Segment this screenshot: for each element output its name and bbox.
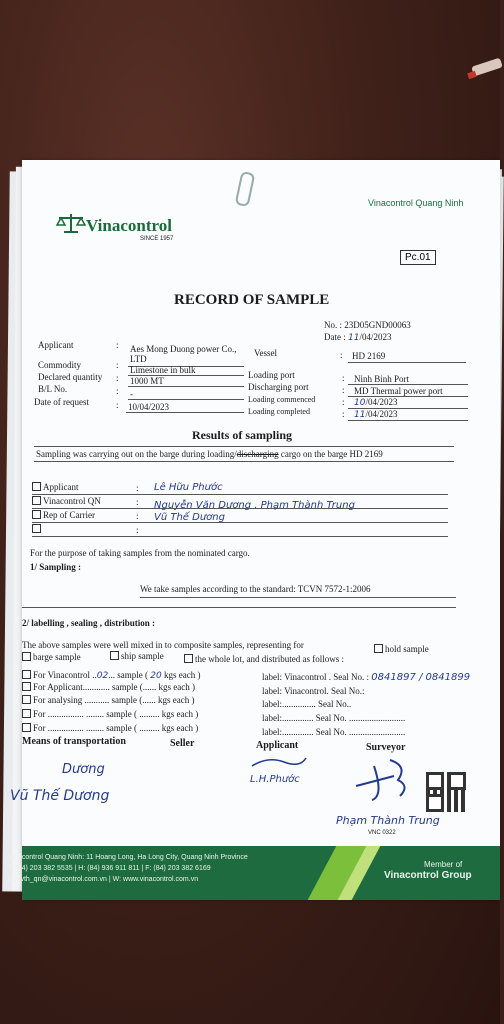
party-vinacontrol: Vinacontrol QN xyxy=(32,496,101,506)
applicant-label: Applicant xyxy=(38,340,74,350)
transport-label: Means of transportation xyxy=(22,736,126,747)
date-label: Date : xyxy=(324,332,346,342)
qr-code xyxy=(426,772,466,812)
distribution-row: For ................ ........ sample ( ......... kgs each ) xyxy=(22,709,198,719)
bl-label: B/L No. xyxy=(38,384,68,394)
distribution-row: For Vinacontrol ..02... sample ( 20 kgs each ) xyxy=(22,670,200,681)
loading-completed-label: Loading completed xyxy=(248,407,310,416)
document-page: Vinacontrol Quang Ninh Vinacontrol SINCE 1957 Pc.01 RECORD OF SAMPLE No. : 23D05GND00063 Date : 11/04/2023 Applicant : Aes Mong Duong power Co., LTD Commodity : Limestone in bulk Declared quantity : 1000 MT B/L No. : - Date of request : 10/04/2023 Vessel : HD 2169 Loading port : Ninh Binh Port Discharging port : MD Thermal power port Loading commenced : 10/04/2023 Loading completed : 11/04/2023 Results of sampling Sampling was carrying out on the barge during loading/discharging cargo on the barge HD 2169 Applicant : Lê Hữu Phước Vinacontrol QN : Nguyễn Văn Dương , Phạm Thành Trung Rep of Carrier : Vũ Thế Dương : For the purpose of taking samples from the nominated cargo. 1/ Sampling : We take samples according to the standard: TCVN 7572-1:2006 2/ labelling , sealing , distribution : The above samples were well mixed in to composite samples, representing for hold sample barge sample ship sample the whole lot, and distributed as follows : For Vinacontrol ..02... sample ( 20 kgs each ) label: Vinacontrol . Seal No. : 0841897 / 0841899 For Applicant............ sample (...... kgs each ) label: Vinacontrol. Seal No.: For analysing ........... sample (...... kgs each ) label:............... Seal No.. For ................ ........ sample ( ......... kgs each ) label:.............. Seal No. ......................... For ................ ........ sample ( ......... kgs each ) label:.............. Seal No. ......................... Means of transportation Seller Applicant Surveyor Dương Vũ Thế Dương L.H.Phước Phạm Thành Trung VNC 0322 Vinacontrol Quang Ninh: 11 Hoang Long, Ha Long City, Quang Ninh Province T: (84) 203 382 5535 | H: (84) 936 911 811 | F: (84) 203 382 6169 E: nvth_qn@vinacontrol.com.vn | W: www.vinacontrol.com.vn Member of Vinacontrol Group xyxy=(22,160,500,900)
vessel-value: HD 2169 xyxy=(352,351,386,361)
form-code: Pc.01 xyxy=(400,250,436,265)
applicant-checkbox xyxy=(32,482,41,491)
no-label: No. : xyxy=(324,320,342,330)
distribution-row: For Applicant............ sample (...... kgs each ) xyxy=(22,682,195,692)
party-carrier: Rep of Carrier xyxy=(32,510,95,520)
purpose-text: For the purpose of taking samples from the nominated cargo. xyxy=(30,548,250,558)
distribution-label: label:.............. Seal No. ......................... xyxy=(262,727,406,737)
whole-lot-checkbox xyxy=(184,654,193,663)
sampling-statement: Sampling was carrying out on the barge during loading/discharging cargo on the barge HD 2169 xyxy=(36,449,383,459)
surveyor-label: Surveyor xyxy=(366,742,406,753)
footer-phone: T: (84) 203 382 5535 | H: (84) 936 911 811 | F: (84) 203 382 6169 xyxy=(8,865,211,872)
sampling-heading: 1/ Sampling : xyxy=(30,562,82,572)
company-tag: Vinacontrol Quang Ninh xyxy=(368,198,464,208)
commodity-label: Commodity xyxy=(38,360,82,370)
footer-address: Vinacontrol Quang Ninh: 11 Hoang Long, Ha Long City, Quang Ninh Province xyxy=(8,854,248,861)
footer-bar xyxy=(8,846,500,900)
request-value: 10/04/2023 xyxy=(128,402,170,412)
discharging-port-label: Discharging port xyxy=(248,382,309,392)
hold-sample-checkbox xyxy=(374,644,383,653)
distribution-label: label:.............. Seal No. ......................... xyxy=(262,713,406,723)
standard-text: We take samples according to the standard: TCVN 7572-1:2006 xyxy=(140,584,371,594)
applicant-signature-stroke xyxy=(248,752,308,772)
vinacontrol-logo xyxy=(56,212,86,239)
loading-port-value: Ninh Binh Port xyxy=(354,374,410,384)
quantity-label: Declared quantity xyxy=(38,372,103,382)
commodity-value: Limestone in bulk xyxy=(130,365,196,375)
bl-value: - xyxy=(130,389,133,399)
loading-commenced-label: Loading commenced xyxy=(248,395,316,404)
labelling-heading: 2/ labelling , sealing , distribution : xyxy=(22,618,156,628)
logo-text: Vinacontrol xyxy=(86,216,172,235)
carrier-checkbox xyxy=(32,510,41,519)
row-checkbox xyxy=(22,695,31,704)
row-checkbox xyxy=(22,723,31,732)
hold-sample-option: hold sample xyxy=(374,644,429,654)
footer-email: E: nvth_qn@vinacontrol.com.vn | W: www.vinacontrol.com.vn xyxy=(8,876,199,883)
surveyor-name: Phạm Thành Trung xyxy=(336,814,440,827)
discharging-port-value: MD Thermal power port xyxy=(354,386,443,396)
record-date xyxy=(324,332,391,343)
distribution-row: For ................ ........ sample ( ......... kgs each ) xyxy=(22,723,198,733)
row-checkbox xyxy=(22,670,31,679)
barge-sample-checkbox xyxy=(22,652,31,661)
loading-completed-value: 11/04/2023 xyxy=(354,409,398,420)
ship-sample-checkbox xyxy=(110,651,119,660)
footer-member-of: Member of xyxy=(424,860,463,869)
applicant-sign-label: Applicant xyxy=(256,740,299,751)
party-applicant: Applicant xyxy=(32,482,79,492)
footer-group: Vinacontrol Group xyxy=(384,870,472,881)
party-applicant-name: Lê Hữu Phước xyxy=(154,482,223,493)
party-blank xyxy=(32,524,43,534)
record-number xyxy=(324,320,411,330)
vessel-label: Vessel xyxy=(254,348,277,358)
applicant-value: Aes Mong Duong power Co., LTD xyxy=(130,344,237,364)
distribution-label: label: Vinacontrol . Seal No. : 0841897 / 0841899 xyxy=(262,672,471,683)
date-day: 11 xyxy=(348,333,360,343)
distribution-label: label: Vinacontrol. Seal No.: xyxy=(262,686,365,696)
page-title: RECORD OF SAMPLE xyxy=(174,292,330,308)
labelling-line1: The above samples were well mixed in to composite samples, representing for xyxy=(22,640,304,650)
logo-since: SINCE 1957 xyxy=(140,236,174,242)
applicant-signature: L.H.Phước xyxy=(250,774,300,785)
party-carrier-name: Vũ Thế Dương xyxy=(154,512,225,523)
loading-commenced-value: 10/04/2023 xyxy=(354,397,398,408)
no-value: 23D05GND00063 xyxy=(344,320,411,330)
request-label: Date of request xyxy=(34,397,89,407)
loading-port-label: Loading port xyxy=(248,370,295,380)
whole-lot-option: the whole lot, and distributed as follows : xyxy=(184,654,344,664)
transport-name: Vũ Thế Dương xyxy=(10,788,110,804)
scales-icon xyxy=(56,212,86,234)
seller-label: Seller xyxy=(170,738,195,749)
results-heading: Results of sampling xyxy=(192,428,293,442)
row-checkbox xyxy=(22,682,31,691)
blank-checkbox xyxy=(32,524,41,533)
stamp-code: VNC 0322 xyxy=(368,830,396,836)
distribution-row: For analysing ........... sample (...... kgs each ) xyxy=(22,695,194,705)
quantity-value: 1000 MT xyxy=(130,376,164,386)
vinacontrol-checkbox xyxy=(32,496,41,505)
barge-sample-option: barge sample xyxy=(22,652,81,662)
date-rest: /04/2023 xyxy=(359,332,392,342)
ship-sample-option: ship sample xyxy=(110,651,164,661)
row-checkbox xyxy=(22,709,31,718)
surveyor-signature xyxy=(354,756,414,802)
transport-signature: Dương xyxy=(62,762,105,777)
party-vinacontrol-names: Nguyễn Văn Dương , Phạm Thành Trung xyxy=(154,500,355,511)
distribution-label: label:............... Seal No.. xyxy=(262,699,352,709)
